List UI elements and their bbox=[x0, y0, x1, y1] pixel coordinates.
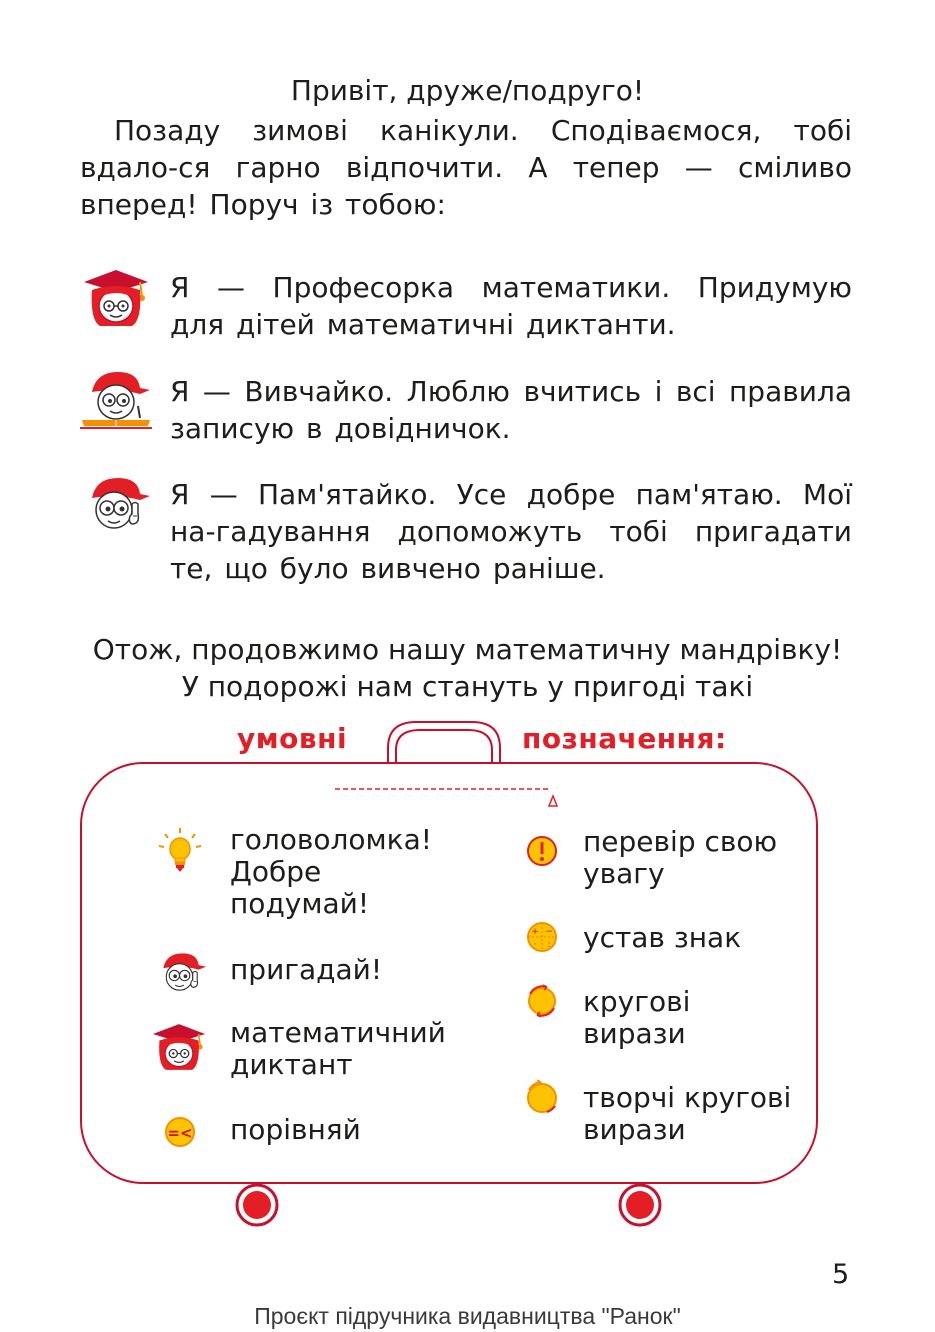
professor-icon bbox=[148, 1016, 210, 1078]
creative-circular-icon bbox=[517, 1072, 567, 1122]
suitcase-frame bbox=[0, 700, 935, 1240]
character-text-pamiataiko: Я — Пам'ятайко. Усе добре пам'ятаю. Мої на-гадування допоможуть тобі пригадати те, що було вивчено раніше. bbox=[170, 478, 852, 585]
legend-title-left: умовні bbox=[237, 722, 348, 755]
legend-item-puzzle: головоломка! Добре подумай! bbox=[230, 823, 432, 920]
outro-line-2: У подорожі нам стануть у пригоді такі bbox=[181, 670, 754, 703]
legend-item-recall: пригадай! bbox=[230, 953, 383, 986]
legend-item-insert-sign: устав знак bbox=[583, 921, 742, 954]
legend-item-attention: перевір свою увагу bbox=[583, 825, 778, 890]
character-text-vyvchaiko: Я — Вивчайко. Люблю вчитись і всі правила записую в довідничок. bbox=[170, 375, 852, 445]
circular-expressions-icon bbox=[517, 976, 567, 1026]
legend-title-right: позначення: bbox=[522, 722, 727, 755]
outro-line-1: Отож, продовжимо нашу математичну мандрівку! bbox=[92, 633, 843, 666]
legend-item-dictation: математичний диктант bbox=[230, 1016, 446, 1081]
greeting: Привіт, друже/подруго! bbox=[290, 74, 645, 107]
intro-paragraph: Позаду зимові канікули. Сподіваємося, тобі вдало-ся гарно відпочити. А тепер — сміливо вперед! Поруч із тобою: bbox=[80, 114, 852, 221]
page-number: 5 bbox=[832, 1259, 850, 1290]
legend-item-circular: кругові вирази bbox=[583, 985, 691, 1050]
compare-icon bbox=[155, 1107, 205, 1157]
exclamation-icon bbox=[517, 826, 567, 876]
pamiataiko-icon bbox=[78, 468, 154, 544]
lightbulb-icon bbox=[155, 826, 205, 876]
footer-note: Проєкт підручника видавництва "Ранок" bbox=[254, 1303, 681, 1329]
insert-sign-icon bbox=[517, 912, 567, 962]
character-text-professor: Я — Професорка математики. Придумую для дітей математичні диктанти. bbox=[170, 271, 852, 341]
pamiataiko-icon bbox=[153, 946, 209, 1002]
legend-item-compare: порівняй bbox=[230, 1113, 361, 1146]
legend-item-creative-circular: творчі кругові вирази bbox=[583, 1081, 792, 1146]
professor-icon bbox=[78, 260, 154, 336]
vyvchaiko-icon bbox=[78, 362, 154, 438]
